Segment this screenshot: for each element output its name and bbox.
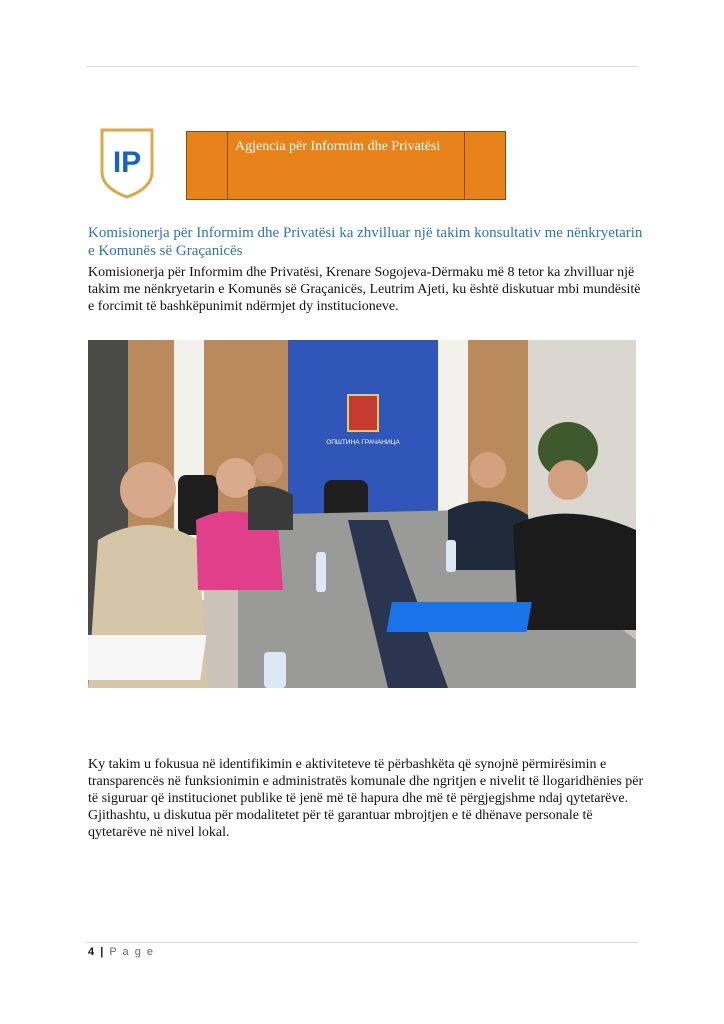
- header-rule: [86, 66, 638, 67]
- meeting-photo: [88, 340, 636, 688]
- article-intro: Komisionerja për Informim dhe Privatësi, Krenare Sogojeva-Dërmaku më 8 tetor ka zhvilluar një takim me nënkryetarin e Komunës së Graçanicës, Leutrim Ajeti, ku është diskutuar mbi mundësitë e forcimit të bashkëpunimit ndërmjet dy institucioneve.: [88, 265, 641, 314]
- logo-letters: IP: [112, 146, 142, 179]
- ip-logo: [98, 126, 156, 200]
- banner-title: Agjencia për Informim dhe Privatësi: [235, 139, 441, 154]
- agency-banner: [186, 131, 506, 200]
- article-heading: Komisionerja për Informim dhe Privatësi ka zhvilluar një takim konsultativ me nënkryetarin e Komunës së Graçanicës: [88, 225, 643, 259]
- article-body: Ky takim u fokusua në identifikimin e aktiviteteve të përbashkëta që synojnë përmirësimin e transparencës në funksionimin e administratës komunale dhe ngritjen e nivelit të llogaridhënies për të siguruar që institucionet publike të jenë më të hapura dhe më të përgjegjshme ndaj qytetarëve. Gjithashtu, u diskutua për modalitetet për të garantuar mbrojtjen e të dhënave personale të qytetarëve në nivel lokal.: [88, 757, 644, 840]
- wall-sign: ОПШТИНА ГРАЧАНИЦА: [326, 439, 400, 446]
- footer-rule: [86, 942, 638, 943]
- page-number: 4: [88, 946, 96, 958]
- page-footer: [88, 946, 155, 958]
- footer-separator: |: [100, 946, 105, 958]
- page-word: P a g e: [109, 946, 155, 958]
